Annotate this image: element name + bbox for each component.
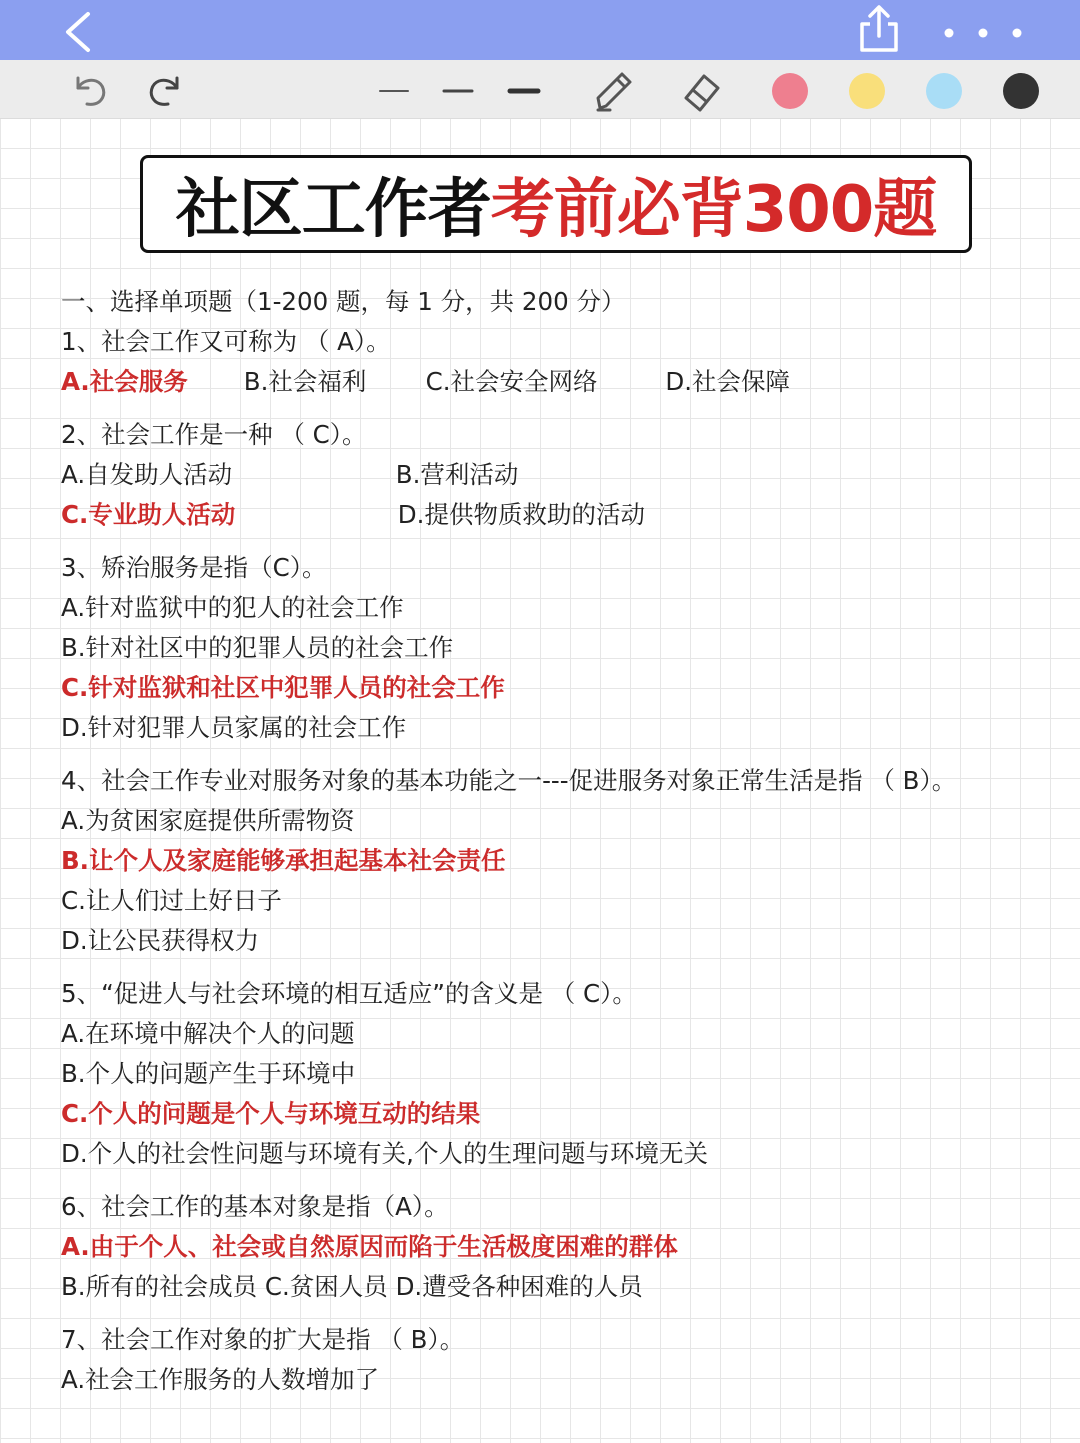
thin-line-icon[interactable]: [378, 80, 410, 100]
option: D.针对犯罪人员家属的社会工作: [61, 713, 407, 742]
question-stem: 5、“促进人与社会环境的相互适应”的含义是 （ C）。: [61, 979, 637, 1008]
title-black-part: 社区工作者: [175, 173, 491, 247]
option: C.社会安全网络: [425, 367, 598, 396]
eraser-icon[interactable]: [678, 70, 724, 112]
option-row: [61, 495, 1051, 535]
option-correct: C.针对监狱和社区中犯罪人员的社会工作: [61, 673, 505, 702]
redo-icon[interactable]: [145, 72, 185, 108]
option-row: [61, 362, 1051, 402]
question-stem: 6、社会工作的基本对象是指（A）。: [61, 1192, 449, 1221]
option: D.个人的社会性问题与环境有关,个人的生理问题与环境无关: [61, 1139, 708, 1168]
option: D.让公民获得权力: [61, 926, 260, 955]
option-row: [61, 455, 1051, 495]
option: D.社会保障: [665, 367, 791, 396]
option: B.营利活动: [395, 460, 519, 489]
option: A.针对监狱中的犯人的社会工作: [61, 593, 404, 622]
pen-icon[interactable]: [590, 68, 636, 114]
option: B.针对社区中的犯罪人员的社会工作: [61, 633, 454, 662]
question-stem: 3、矫治服务是指（C）。: [61, 553, 327, 582]
option-correct: A.由于个人、社会或自然原因而陷于生活极度困难的群体: [61, 1232, 678, 1261]
question-stem: 2、社会工作是一种 （ C）。: [61, 420, 367, 449]
option: B.所有的社会成员 C.贫困人员 D.遭受各种困难的人员: [61, 1272, 643, 1301]
option: A.社会工作服务的人数增加了: [61, 1365, 380, 1394]
option: B.社会福利: [243, 367, 367, 396]
option: B.个人的问题产生于环境中: [61, 1059, 356, 1088]
medium-line-icon[interactable]: [442, 80, 474, 100]
color-swatch-pink[interactable]: [772, 73, 808, 109]
question-stem: 1、社会工作又可称为 （ A）。: [61, 327, 391, 356]
option-correct: C.个人的问题是个人与环境互动的结果: [61, 1099, 481, 1128]
option: A.在环境中解决个人的问题: [61, 1019, 355, 1048]
section-heading: 一、选择单项题（1-200 题，每 1 分，共 200 分）: [61, 287, 626, 316]
page-title: [140, 155, 972, 253]
option-correct: C.专业助人活动: [61, 500, 236, 529]
back-arrow-icon[interactable]: [58, 10, 98, 54]
color-swatch-yellow[interactable]: [849, 73, 885, 109]
option: C.让人们过上好日子: [61, 886, 282, 915]
question-stem: 4、社会工作专业对服务对象的基本功能之一---促进服务对象正常生活是指 （ B）。: [61, 766, 957, 795]
top-navigation-bar: [0, 0, 1080, 60]
option: A.为贫困家庭提供所需物资: [61, 806, 355, 835]
undo-icon[interactable]: [70, 72, 110, 108]
question-content: [61, 282, 1051, 1400]
share-icon[interactable]: [856, 4, 902, 54]
title-red-part: 考前必背300题: [490, 173, 937, 247]
option-correct: A.社会服务: [61, 367, 188, 396]
option: D.提供物质救助的活动: [397, 500, 645, 529]
thick-line-icon[interactable]: [507, 80, 541, 100]
color-swatch-black[interactable]: [1003, 73, 1039, 109]
option-correct: B.让个人及家庭能够承担起基本社会责任: [61, 846, 506, 875]
option: A.自发助人活动: [61, 460, 233, 489]
more-options-icon[interactable]: [934, 18, 1030, 48]
question-stem: 7、社会工作对象的扩大是指 （ B）。: [61, 1325, 465, 1354]
color-swatch-blue[interactable]: [926, 73, 962, 109]
drawing-toolbar: [0, 60, 1080, 119]
